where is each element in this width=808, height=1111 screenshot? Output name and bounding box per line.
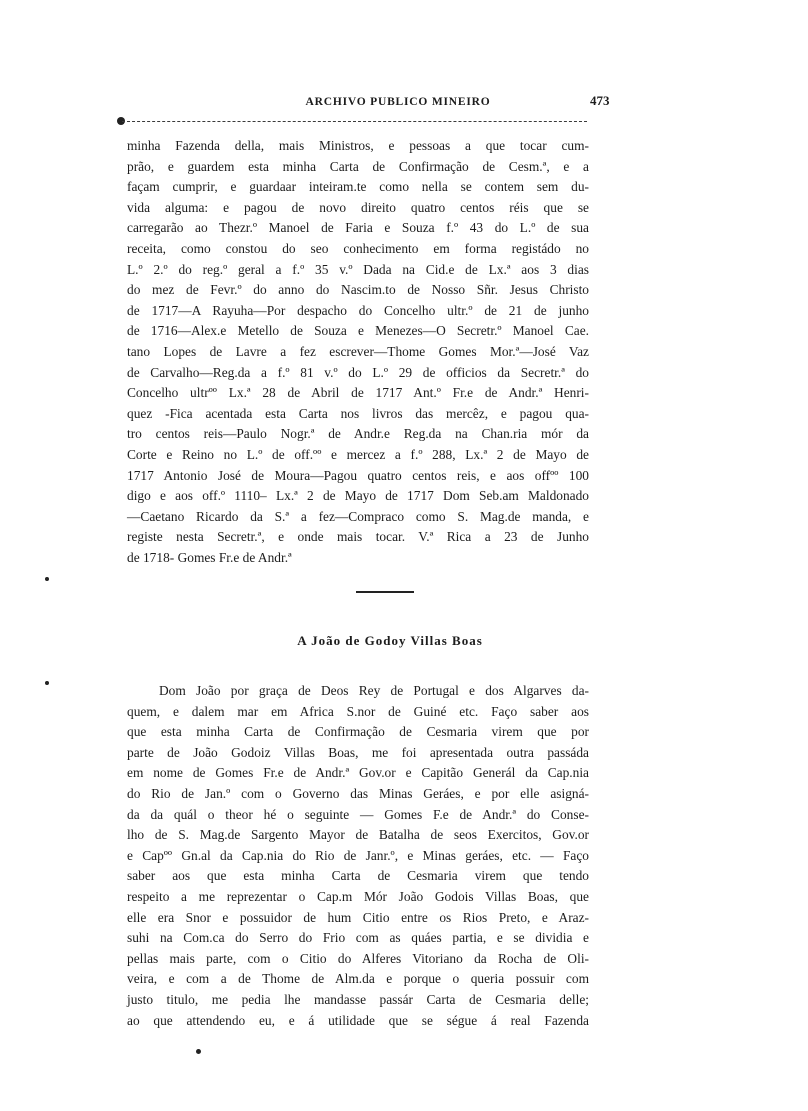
section-divider [356, 591, 414, 593]
text-line: parte de João Godoiz Villas Boas, me foi apresentada outra passáda [127, 744, 589, 760]
text-line: veira, e com a de Thome de Alm.da e porque o queria possuir com [127, 971, 589, 987]
text-line: registe nesta Secretr.ª, e onde mais tocar. V.ª Rica a 23 de Junho [127, 529, 589, 545]
text-line: Dom João por graça de Deos Rey de Portugal e dos Algarves da- [159, 683, 589, 698]
text-line: suhi na Com.ca do Serro do Frio com as quáes partia, e se dividia e [127, 930, 589, 946]
text-line: de 1718- Gomes Fr.e de Andr.ª [127, 549, 292, 565]
footer-mark [196, 1049, 201, 1054]
text-line: Corte e Reino no L.º de off.ºº e mercez a f.º 288, Lx.ª 2 de Mayo de [127, 446, 589, 462]
text-line: Concelho ultrºº Lx.ª 28 de Abril de 1717 Ant.º Fr.e de Andr.ª Henri- [127, 385, 589, 401]
text-line: da da quál o theor hé o seguinte — Gomes F.e de Andr.ª do Conse- [127, 806, 589, 822]
text-line: —Caetano Ricardo da S.ª a fez—Compraco como S. Mag.de manda, e [127, 508, 589, 524]
text-line: ao que attendendo eu, e á utilidade que se ségue á real Fazenda [127, 1012, 589, 1028]
text-line: tano Lopes de Lavre a fez escrever—Thome Gomes Mor.ª—José Vaz [127, 343, 589, 359]
text-line: em nome de Gomes Fr.e de Andr.ª Gov.or e Capitão Generál da Cap.nia [127, 765, 589, 781]
margin-mark [45, 577, 49, 581]
text-line: que esta minha Carta de Confirmação de Cesmaria virem que por [127, 724, 589, 740]
text-line: prão, e guardem esta minha Carta de Confirmação de Cesm.ª, e a [127, 158, 589, 174]
text-line: vida alguma: e pagou de novo direito quatro centos réis que se [127, 199, 589, 215]
text-line: do mez de Fevr.º do anno do Nascim.to de Nosso Sñr. Jesus Christo [127, 282, 589, 298]
text-line: façam cumprir, e guardaar inteiram.te como nella se contem sem du- [127, 179, 589, 195]
running-title: ARCHIVO PUBLICO MINEIRO [305, 96, 491, 108]
text-line: lho de S. Mag.de Sargento Mayor de Batalha de seos Exercitos, Gov.or [127, 827, 589, 843]
text-line: receita, como constou do seo conhecimento em forma registádo no [127, 240, 589, 256]
text-line: saber aos que esta minha Carta de Cesmaria virem que tendo [127, 868, 589, 884]
text-line: L.º 2.º do reg.º geral a f.º 35 v.º Dada na Cid.e de Lx.ª aos 3 dias [127, 261, 589, 277]
text-line: digo e aos off.º 1110– Lx.ª 2 de Mayo de 1717 Dom Seb.am Maldonado [127, 488, 589, 504]
text-line: 1717 Antonio José de Moura—Pagou quatro centos reis, e aos offºº 100 [127, 467, 589, 483]
section-text [127, 681, 589, 1031]
text-line: e Capºº Gn.al da Cap.nia do Rio de Janr.º, e Minas geráes, etc. — Faço [127, 847, 589, 863]
text-line: de 1717—A Rayuha—Por despacho do Concelho ultr.º de 21 de junho [127, 302, 589, 318]
text-line: de Carvalho—Reg.da a f.º 81 v.º do L.º 29 de officios da Secretr.ª do [127, 364, 589, 380]
text-line: elle era Snor e possuidor de hum Citio entre os Rios Preto, e Araz- [127, 909, 589, 925]
text-line: quez -Fica acentada esta Carta nos livros das mercêz, e pagou qua- [127, 405, 589, 421]
text-line: minha Fazenda della, mais Ministros, e pessoas a que tocar cum- [127, 138, 589, 153]
text-line: respeito a me reprezentar o Cap.m Mór João Godois Villas Boas, que [127, 888, 589, 904]
header-rule [122, 121, 587, 122]
section-title: A João de Godoy Villas Boas [297, 633, 483, 648]
text-line: do Rio de Jan.º com o Governo das Minas Geráes, e por elle asigná- [127, 785, 589, 801]
page-number: 473 [590, 93, 610, 108]
text-line: pellas mais parte, com o Citio do Alferes Vitoriano da Rocha de Oli- [127, 950, 589, 966]
text-line: justo titulo, me pedia lhe mandasse passár Carta de Cesmaria delle; [127, 991, 589, 1007]
text-line: quem, e dalem mar em Africa S.nor de Guiné etc. Faço saber aos [127, 703, 589, 719]
text-line: tro centos reis—Paulo Nogr.ª de Andr.e Reg.da na Chan.ria mór da [127, 426, 589, 442]
text-line: carregarão ao Thezr.º Manoel de Faria e Souza f.º 43 do L.º de sua [127, 220, 589, 236]
text-line: de 1716—Alex.e Metello de Souza e Menezes—O Secretr.º Manoel Cae. [127, 323, 589, 339]
continuation-text [127, 136, 589, 568]
margin-mark [45, 681, 49, 685]
